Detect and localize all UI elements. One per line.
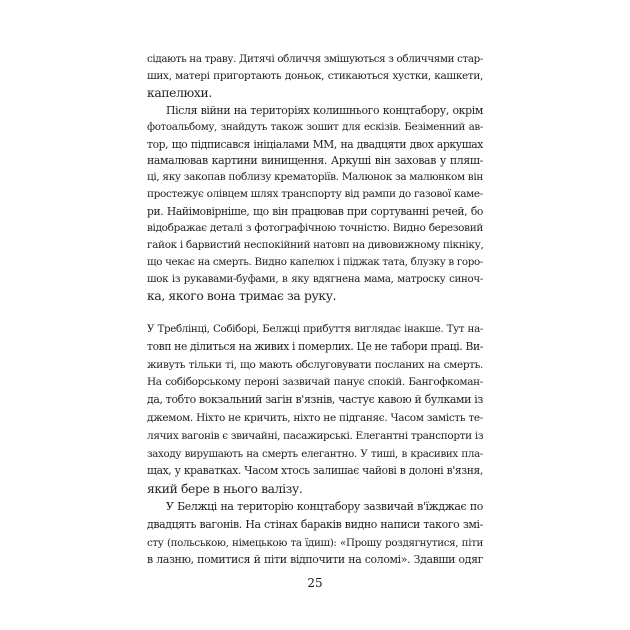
text-line: лячих вагонів є звичайні, пасажирські. Елегантні транспорти із bbox=[147, 430, 484, 442]
text-line: ших, матері пригортають доньок, стикаються хустки, кашкети, bbox=[147, 70, 483, 82]
text-line: да, тобто вокзальний загін в'язнів, частує кавою й булками із bbox=[147, 393, 483, 406]
text-line: ри. Найімовірніше, що він працював при сортуванні речей, бо bbox=[147, 205, 483, 218]
text-line: тор, що підписався ініціалами ММ, на двадцяти двох аркушах bbox=[147, 138, 483, 151]
text-line: ка, якого вона тримає за руку. bbox=[147, 289, 337, 303]
text-line: що чекає на смерть. Видно капелюх і піджак тата, блузку в горо- bbox=[147, 256, 483, 268]
text-line: сідають на траву. Дитячі обличчя змішуються з обличчями стар- bbox=[147, 53, 483, 65]
text-line: гайок і барвистий неспокійний натовп на дивовижному пікніку, bbox=[147, 239, 484, 251]
text-line: На собіборському пероні зазвичай панує спокій. Бангофкоман- bbox=[147, 376, 483, 388]
text-line: відображає деталі з фотографічною точністю. Видно березовий bbox=[147, 222, 483, 234]
text-line: У Белжці на територію концтабору зазвичай в'їжджає по bbox=[166, 500, 483, 513]
text-line: живуть тільки ті, що мають обслуговувати посланих на смерть. bbox=[147, 359, 483, 371]
text-line: який бере в нього валізу. bbox=[147, 482, 303, 496]
text-line: фотоальбому, знайдуть також зошит для ескізів. Безіменний ав- bbox=[147, 121, 483, 133]
text-line: двадцять вагонів. На стінах бараків видно написи такого змі- bbox=[147, 518, 483, 531]
text-line: джемом. Ніхто не кричить, ніхто не підганяє. Часом замість те- bbox=[147, 412, 483, 424]
text-line: заходу вирушають на смерть елегантно. У тиші, в красивих пла- bbox=[147, 448, 483, 460]
text-line: сту (польською, німецькою та їдиш): «Прошу роздягнутися, піти bbox=[147, 537, 483, 549]
text-line: Після війни на територіях колишнього концтабору, окрім bbox=[166, 104, 483, 117]
text-line: товп не ділиться на живих і померлих. Це не табори праці. Ви- bbox=[147, 340, 483, 353]
page-number: 25 bbox=[307, 576, 323, 590]
text-line: ці, яку закопав поблизу крематоріїв. Малюнок за малюнком він bbox=[147, 171, 483, 183]
text-line: простежує олівцем шлях транспорту від рампи до газової каме- bbox=[147, 188, 483, 200]
text-line: намалював картини винищення. Аркуші він заховав у пляш- bbox=[147, 154, 483, 167]
text-line: щах, у краватках. Часом хтось залишає чайові в долоні в'язня, bbox=[147, 464, 483, 477]
text-line: капелюхи. bbox=[147, 86, 212, 100]
text-line: шок із рукавами-буфами, в яку вдягнена мама, матроску синоч- bbox=[147, 273, 483, 285]
text-line: У Треблінці, Собіборі, Белжці прибуття виглядає інакше. Тут на- bbox=[147, 323, 483, 335]
text-line: в лазню, помитися й піти відпочити на соломі». Здавши одяг bbox=[147, 553, 483, 566]
